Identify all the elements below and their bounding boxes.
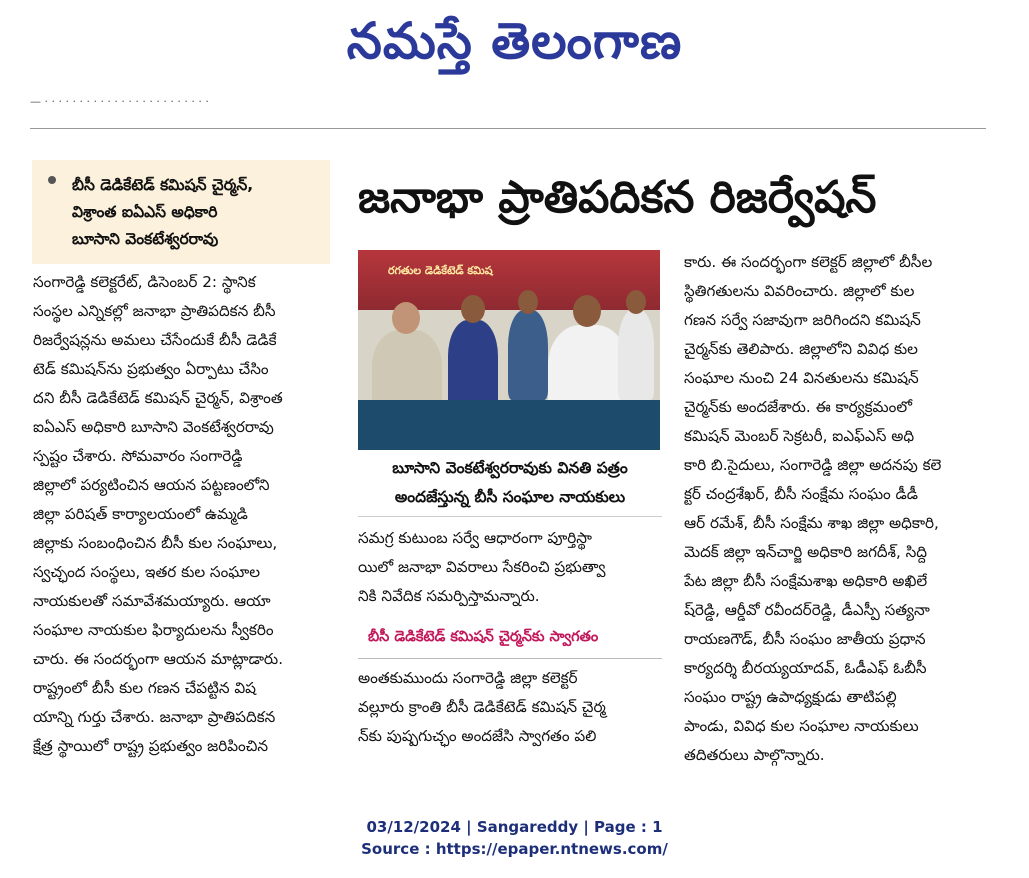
article-text-line: సంస్థల ఎన్నికల్లో జనాభా ప్రాతిపదికన బీసీ	[33, 302, 276, 320]
article-text-line: వల్లూరు క్రాంతి బీసీ డెడికేటెడ్ కమిషన్ చైర్మ	[358, 698, 606, 716]
article-text-line: చైర్మన్‌కు అందజేశారు. ఈ కార్యక్రమంలో	[684, 398, 912, 416]
subheading-divider	[358, 658, 662, 659]
article-photo	[358, 250, 660, 450]
article-text-line: పాండు, వివిధ కుల సంఘాల నాయకులు	[684, 717, 919, 735]
article-text-line: నాయకులతో సమావేశమయ్యారు. ఆయా	[33, 592, 271, 610]
article-text-line: యిలో జనాభా వివరాలు సేకరించి ప్రభుత్వా	[358, 558, 606, 576]
article-text-line: మెదక్ జిల్లా ఇన్‌చార్జి అధికారి జగదీశ్, సిద్ది	[684, 543, 928, 561]
photo-caption	[358, 454, 662, 517]
article-text-line: కారు. ఈ సందర్భంగా కలెక్టర్ జిల్లాలో బీసీల	[684, 253, 933, 271]
photo-head	[392, 302, 420, 334]
article-text-line: కారి బి.సైదులు, సంగారెడ్డి జిల్లా అదనపు కలె	[684, 456, 942, 474]
article-text-line: యాన్ని గుర్తు చేశారు. జనాభా ప్రాతిపదికన	[33, 708, 276, 726]
photo-person	[618, 310, 654, 400]
photo-head	[461, 295, 485, 323]
article-text-line: నికి నివేదిక సమర్పిస్తామన్నారు.	[358, 587, 540, 605]
article-text-line: టెడ్ కమిషన్‌ను ప్రభుత్వం ఏర్పాటు చేసిం	[33, 360, 269, 378]
article-column-1	[33, 268, 331, 761]
highlight-line: బీసీ డెడికేటెడ్ కమిషన్ చైర్మన్,	[72, 176, 254, 194]
article-text-line: క్షేత్ర స్థాయిలో రాష్ట్ర ప్రభుత్వం జరిపించిన	[33, 737, 269, 755]
article-text-line: రిజర్వేషన్లను అమలు చేసేందుకే బీసీ డెడికే	[33, 331, 277, 349]
article-text-line: స్పష్టం చేశారు. సోమవారం సంగారెడ్డి	[33, 447, 243, 465]
highlight-line: విశ్రాంత ఐఏఎస్ అధికారి	[72, 203, 218, 221]
photo-head	[626, 290, 646, 314]
article-column-2-continued	[358, 664, 662, 751]
article-text-line: స్థితిగతులను వివరించారు. జిల్లాలో కుల	[684, 282, 915, 300]
newspaper-masthead: నమస్తే తెలంగాణ	[346, 12, 683, 70]
footer-source: Source : https://epaper.ntnews.com/	[361, 840, 668, 858]
article-column-2	[358, 524, 662, 611]
photo-banner-text: రగతుల డెడికేటెడ్ కమిష	[388, 264, 493, 277]
previous-article-fragment: — · · · · · · · · · · · · · · · · · · · · · · · ·	[30, 96, 209, 108]
article-text-line: సమగ్ర కుటుంబ సర్వే ఆధారంగా పూర్తిస్థా	[358, 529, 592, 547]
photo-desk	[358, 400, 660, 450]
article-text-line: రాష్ట్రంలో బీసీ కుల గణన చేపట్టిన విష	[33, 679, 256, 697]
article-text-line: కమిషన్ మెంబర్ సెక్రటరీ, ఐఎఫ్ఎస్ అధి	[684, 427, 915, 445]
article-subheading: బీసీ డెడికేటెడ్ కమిషన్ చైర్మన్‌కు స్వాగతం	[368, 629, 599, 645]
article-text-line: సంఘాల నాయకుల ఫిర్యాదులను స్వీకరిం	[33, 621, 274, 639]
article-text-line: పేట జిల్లా బీసీ సంక్షేమశాఖ అధికారి అఖిలే	[684, 572, 928, 590]
article-text-line: చారు. ఈ సందర్భంగా ఆయన మాట్లాడారు.	[33, 650, 284, 668]
photo-banner	[358, 250, 660, 310]
caption-line: బూసాని వెంకటేశ్వరరావుకు వినతి పత్రం	[392, 459, 628, 477]
article-text-line: ఆర్ రమేశ్, బీసీ సంక్షేమ శాఖ జిల్లా అధికారి,	[684, 514, 939, 532]
article-text-line: తదితరులు పాల్గొన్నారు.	[684, 746, 825, 764]
article-headline: జనాభా ప్రాతిపదికన రిజర్వేషన్	[358, 172, 877, 223]
highlight-line: బూసాని వెంకటేశ్వరరావు	[72, 230, 219, 248]
article-text-line: న్‌కు పుష్పగుచ్ఛం అందజేసి స్వాగతం పలి	[358, 727, 597, 745]
section-divider	[30, 128, 986, 129]
article-text-line: జిల్లా పరిషత్ కార్యాలయంలో ఉమ్మడి	[33, 505, 248, 523]
article-text-line: ఐఏఎస్ అధికారి బూసాని వెంకటేశ్వరరావు	[33, 418, 274, 436]
article-text-line: జిల్లాకు సంబంధించిన బీసీ కుల సంఘాలు,	[33, 534, 278, 552]
article-text-line: గణన సర్వే సజావుగా జరిగిందని కమిషన్	[684, 311, 921, 329]
footer-date-location: 03/12/2024 | Sangareddy | Page : 1	[366, 818, 663, 836]
article-text-line: చైర్మన్‌కు తెలిపారు. జిల్లాలోని వివిధ కుల	[684, 340, 918, 358]
article-text-line: దని బీసీ డెడికేటెడ్ కమిషన్ చైర్మన్, విశ్రాంత	[33, 389, 283, 407]
article-text-line: సంఘం రాష్ట్ర ఉపాధ్యక్షుడు తాటిపల్లి	[684, 688, 897, 706]
photo-person	[448, 320, 498, 410]
article-text-line: అంతకుముందు సంగారెడ్డి జిల్లా కలెక్టర్	[358, 669, 578, 687]
article-text-line: స్వచ్ఛంద సంస్థలు, ఇతర కుల సంఘాల	[33, 563, 260, 581]
article-text-line: క్టర్ చంద్రశేఖర్, బీసీ సంక్షేమ సంఘం డీడీ	[684, 485, 919, 503]
bullet-icon	[48, 176, 56, 184]
photo-head	[573, 295, 601, 327]
photo-person	[508, 310, 548, 400]
caption-line: అందజేస్తున్న బీసీ సంఘాల నాయకులు	[394, 488, 626, 506]
article-text-line: ష్‌రెడ్డి, ఆర్డీవో రవీందర్‌రెడ్డి, డీఎస్పీ సత్యనా	[684, 601, 930, 619]
article-text-line: సంగారెడ్డి కలెక్టరేట్, డిసెంబర్ 2: స్థానిక	[33, 273, 256, 291]
article-text-line: సంఘాల నుంచి 24 వినతులను కమిషన్	[684, 369, 919, 387]
article-text-line: రాయణగౌడ్, బీసీ సంఘం జాతీయ ప్రధాన	[684, 630, 926, 648]
highlight-box	[32, 160, 330, 264]
article-column-3	[684, 248, 986, 770]
article-text-line: జిల్లాలో పర్యటించిన ఆయన పట్టణంలోని	[33, 476, 270, 494]
article-text-line: కార్యదర్శి బీరయ్యయాదవ్, ఓడీఎఫ్ ఓబీసీ	[684, 659, 927, 677]
photo-head	[518, 290, 538, 314]
